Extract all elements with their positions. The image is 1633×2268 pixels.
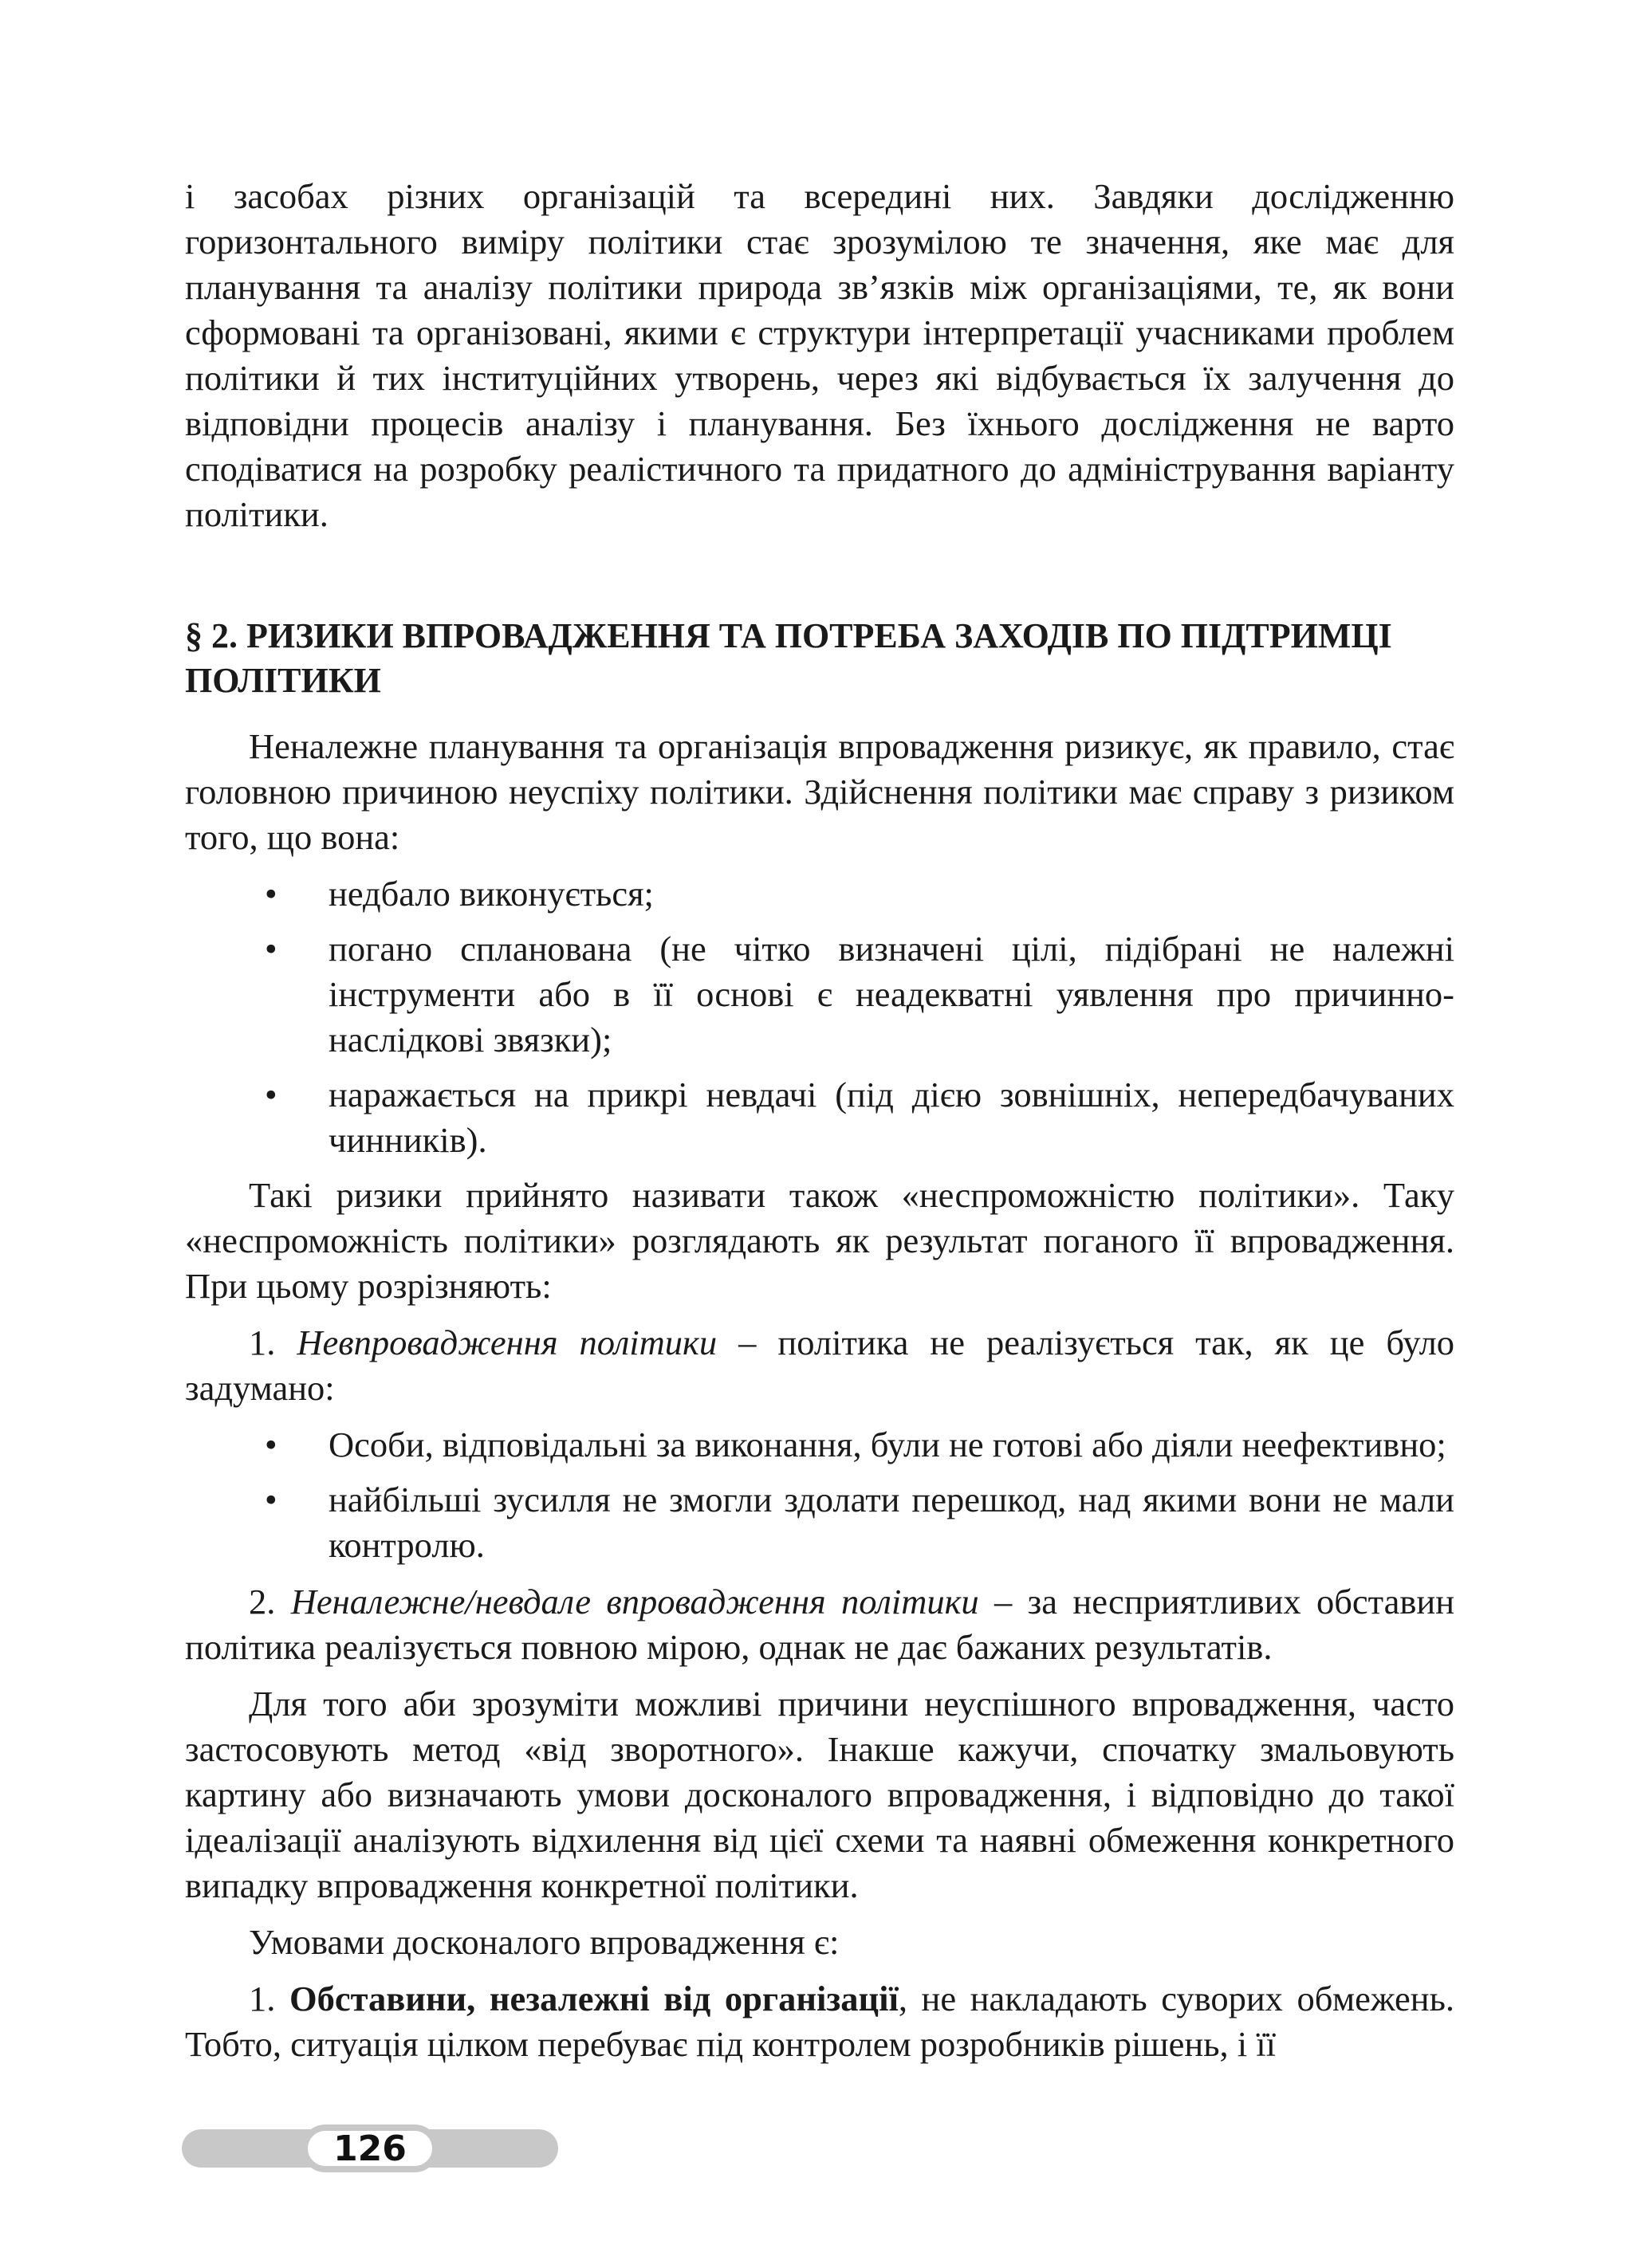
term-bold: Обставини, незалежні від організації (289, 1979, 899, 2018)
page-footer (182, 2125, 558, 2172)
paragraph-1: Неналежне планування та організація впровадження ризикує, як правило, стає головною причиною неуспіху політики. Здійснення політики має справу з ризиком того, що вона: (185, 726, 1454, 857)
list-item: • Особи, відповідальні за виконання, були не готові або діяли неефективно; (185, 1422, 1454, 1468)
page-number: 126 (301, 2125, 439, 2172)
bullet-icon: • (265, 1480, 277, 1519)
page-content (185, 174, 1454, 2067)
list-item: • наражається на прикрі невдачі (під дією зовнішніх, непередбачуваних чинників). (185, 1072, 1454, 1163)
paragraph-4: Умовами досконалого впровадження є: (249, 1922, 840, 1962)
bullet-icon: • (265, 1075, 277, 1114)
list-item: • недбало виконується; (185, 871, 1454, 917)
failure-list (185, 1422, 1454, 1568)
intro-paragraph: і засобах різних організацій та всередині них. Завдяки дослідженню горизонтального виміру політики стає зрозумілою те значення, яке має для планування та аналізу політики природа зв’язків між організаціями, те, як вони сформовані та організовані, якими є структури інтерпретації учасниками проблем політики й тих інституційних утворень, через які відбувається їх залучення до відповідни процесів аналізу і планування. Без їхнього дослідження не варто сподіватися на розробку реалістичного та придатного до адміністрування варіанту політики. (185, 176, 1454, 534)
paragraph-3: Для того аби зрозуміти можливі причини неуспішного впровадження, часто застосовують метод «від зворотного». Інакше кажучи, спочатку змальовують картину або визначають умови досконалого впровадження, і відповідно до такої ідеалізації аналізують відхилення від цієї схеми та наявні обмеження конкретного випадку впровадження конкретної політики. (185, 1684, 1454, 1905)
risk-list (185, 871, 1454, 1163)
bullet-icon: • (265, 874, 277, 914)
term-italic: Невпровадження політики (297, 1323, 718, 1362)
numbered-item-1: 1. Невпровадження політики – політика не реалізується так, як це було задумано: (185, 1323, 1455, 1408)
condition-item-1: 1. Обставини, незалежні від організації, не накладають суворих обмежень. Тобто, ситуація цілком перебуває під контролем розробників рішень, і її (185, 1979, 1455, 2064)
bullet-icon: • (265, 929, 277, 969)
list-item: • найбільші зусилля не змогли здолати перешкод, над якими вони не мали контролю. (185, 1477, 1454, 1568)
section-heading: § 2. РИЗИКИ ВПРОВАДЖЕННЯ ТА ПОТРЕБА ЗАХОДІВ ПО ПІДТРИМЦІ ПОЛІТИКИ (185, 616, 1392, 700)
term-italic: Неналежне/невдале впровадження політики (290, 1582, 979, 1621)
paragraph-2: Такі ризики прийнято називати також «неспроможністю політики». Таку «неспроможність політики» розглядають як результат поганого її впровадження. При цьому розрізняють: (185, 1175, 1454, 1306)
list-item: • погано спланована (не чітко визначені цілі, підібрані не належні інструменти або в її основі є неадекватні уявлення про причинно-наслідкові звязки); (185, 926, 1454, 1063)
bullet-icon: • (265, 1425, 277, 1464)
numbered-item-2: 2. Неналежне/невдале впровадження політики – за несприятливих обставин політика реалізується повною мірою, однак не дає бажаних результатів. (185, 1582, 1455, 1667)
